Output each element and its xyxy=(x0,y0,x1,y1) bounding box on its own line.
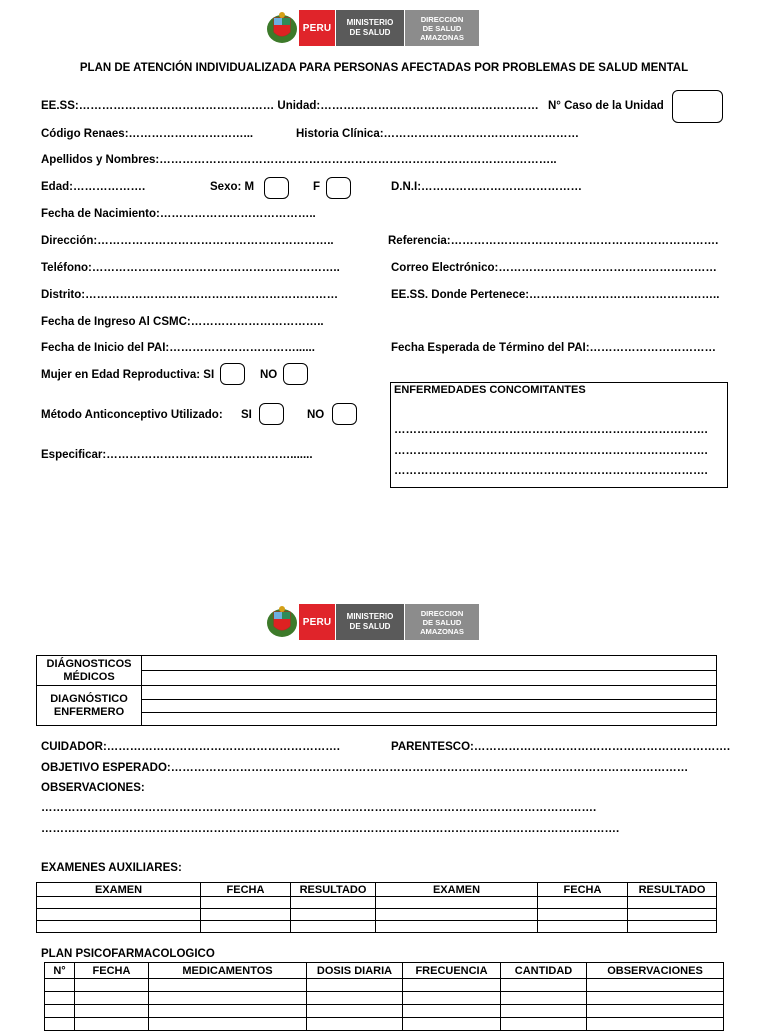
header-logo-2 xyxy=(265,604,479,640)
dni-field[interactable]: D.N.I:…………………………………… xyxy=(391,181,583,193)
table-row[interactable] xyxy=(45,1005,724,1018)
diagnosticos-medicos-label: DIÁGNOSTICOS MÉDICOS xyxy=(37,656,142,686)
metodo-si-label: SI xyxy=(241,409,252,421)
fecha-ingreso-field[interactable]: Fecha de Ingreso Al CSMC:…………………………….. xyxy=(41,316,324,328)
col-header-frecuencia: FRECUENCIA xyxy=(403,963,501,979)
fecha-nacimiento-field[interactable]: Fecha de Nacimiento:………………………………….. xyxy=(41,208,316,220)
col-header-cantidad: CANTIDAD xyxy=(501,963,587,979)
caso-input[interactable] xyxy=(672,90,723,123)
enfermedades-concomitantes-box xyxy=(390,382,728,488)
table-row[interactable] xyxy=(37,897,717,909)
diagnostico-medico-cell[interactable] xyxy=(142,656,717,671)
referencia-field[interactable]: Referencia:……………………………………………………………. xyxy=(388,235,719,247)
sexo-f-checkbox[interactable] xyxy=(326,177,351,199)
coat-of-arms-icon xyxy=(265,604,299,640)
diagnostico-enfermero-cell[interactable] xyxy=(142,713,717,726)
fecha-inicio-pai-field[interactable]: Fecha de Inicio del PAI:……………………………...... xyxy=(41,342,315,354)
sexo-label: Sexo: M xyxy=(210,181,255,193)
observaciones-line[interactable]: ………………………………………………………………………………………………………………………………. xyxy=(41,802,597,814)
direccion-field[interactable]: Dirección:…………………………………………………….. xyxy=(41,235,334,247)
sexo-f-label: F xyxy=(313,181,321,193)
coat-of-arms-icon xyxy=(265,10,299,46)
concomitantes-line[interactable]: ………………………………………………………………………. xyxy=(394,465,708,477)
parentesco-field[interactable]: PARENTESCO:…………………………………………………………. xyxy=(391,741,731,753)
col-header-observaciones: OBSERVACIONES xyxy=(587,963,724,979)
metodo-no-checkbox[interactable] xyxy=(332,403,357,425)
caso-label: N° Caso de la Unidad xyxy=(548,100,664,112)
col-header-dosis-diaria: DOSIS DIARIA xyxy=(307,963,403,979)
mujer-no-checkbox[interactable] xyxy=(283,363,308,385)
sexo-m-checkbox[interactable] xyxy=(264,177,289,199)
col-header-fecha: FECHA xyxy=(538,883,628,897)
metodo-si-checkbox[interactable] xyxy=(259,403,284,425)
table-row[interactable] xyxy=(45,979,724,992)
col-header-fecha: FECHA xyxy=(201,883,291,897)
col-header-resultado: RESULTADO xyxy=(291,883,376,897)
col-header-fecha: FECHA xyxy=(75,963,149,979)
eess-pertenece-field[interactable]: EE.SS. Donde Pertenece:………………………………………….. xyxy=(391,289,720,301)
diagnostico-enfermero-label: DIAGNÓSTICO ENFERMERO xyxy=(37,686,142,726)
table-row[interactable] xyxy=(37,921,717,933)
apellidos-field[interactable]: Apellidos y Nombres:………………………………………………………………………………………….. xyxy=(41,154,557,166)
correo-field[interactable]: Correo Electrónico:………………………………………………… xyxy=(391,262,717,274)
page-title: PLAN DE ATENCIÓN INDIVIDUALIZADA PARA PERSONAS AFECTADAS POR PROBLEMAS DE SALUD MENTAL xyxy=(79,62,689,74)
metodo-anticonceptivo-label: Método Anticonceptivo Utilizado: xyxy=(41,409,223,421)
ministerio-label: MINISTERIO DE SALUD xyxy=(335,604,404,640)
table-row[interactable] xyxy=(37,909,717,921)
plan-psicofarmacologico-title: PLAN PSICOFARMACOLOGICO xyxy=(41,948,215,960)
fecha-termino-pai-field[interactable]: Fecha Esperada de Término del PAI:…………………………… xyxy=(391,342,717,354)
direccion-label: DIRECCION DE SALUD AMAZONAS xyxy=(404,604,479,640)
diagnostico-enfermero-cell[interactable] xyxy=(142,686,717,700)
telefono-field[interactable]: Teléfono:……………………………………………………….. xyxy=(41,262,340,274)
edad-field[interactable]: Edad:………………. xyxy=(41,181,146,193)
cuidador-field[interactable]: CUIDADOR:……………………………………………………. xyxy=(41,741,340,753)
distrito-field[interactable]: Distrito:………………………………………………………… xyxy=(41,289,339,301)
historia-clinica-field[interactable]: Historia Clínica:…………………………………………… xyxy=(296,128,580,140)
diagnosticos-table xyxy=(36,655,717,726)
col-header-examen: EXAMEN xyxy=(37,883,201,897)
header-logo xyxy=(265,10,479,46)
direccion-label: DIRECCION DE SALUD AMAZONAS xyxy=(404,10,479,46)
plan-table xyxy=(44,962,724,1031)
diagnostico-medico-cell[interactable] xyxy=(142,671,717,686)
table-row[interactable] xyxy=(45,1018,724,1031)
peru-label: PERU xyxy=(299,604,335,640)
metodo-no-label: NO xyxy=(307,409,325,421)
codigo-renaes-field[interactable]: Código Renaes:…………………………... xyxy=(41,128,254,140)
mujer-reproductiva-label: Mujer en Edad Reproductiva: SI xyxy=(41,369,215,381)
objetivo-esperado-field[interactable]: OBJETIVO ESPERADO:……………………………………………………………………………………………………………………… xyxy=(41,762,689,774)
table-row[interactable] xyxy=(45,992,724,1005)
diagnostico-enfermero-cell[interactable] xyxy=(142,700,717,713)
mujer-si-checkbox[interactable] xyxy=(220,363,245,385)
mujer-no-label: NO xyxy=(260,369,278,381)
concomitantes-line[interactable]: ………………………………………………………………………. xyxy=(394,445,708,457)
col-header-numero: N° xyxy=(45,963,75,979)
col-header-medicamentos: MEDICAMENTOS xyxy=(149,963,307,979)
observaciones-line[interactable]: ……………………………………………………………………………………………………………………………………. xyxy=(41,823,620,835)
eess-field[interactable]: EE.SS:…………………………………………… Unidad:………………………………………………… xyxy=(41,100,539,112)
examenes-auxiliares-title: EXAMENES AUXILIARES: xyxy=(41,862,182,874)
col-header-resultado: RESULTADO xyxy=(628,883,717,897)
col-header-examen: EXAMEN xyxy=(376,883,538,897)
concomitantes-header: ENFERMEDADES CONCOMITANTES xyxy=(394,384,586,396)
ministerio-label: MINISTERIO DE SALUD xyxy=(335,10,404,46)
especificar-field[interactable]: Especificar:…………………………………………....... xyxy=(41,449,313,461)
peru-label: PERU xyxy=(299,10,335,46)
examenes-table xyxy=(36,882,717,933)
concomitantes-line[interactable]: ………………………………………………………………………. xyxy=(394,424,708,436)
observaciones-label: OBSERVACIONES: xyxy=(41,782,145,794)
